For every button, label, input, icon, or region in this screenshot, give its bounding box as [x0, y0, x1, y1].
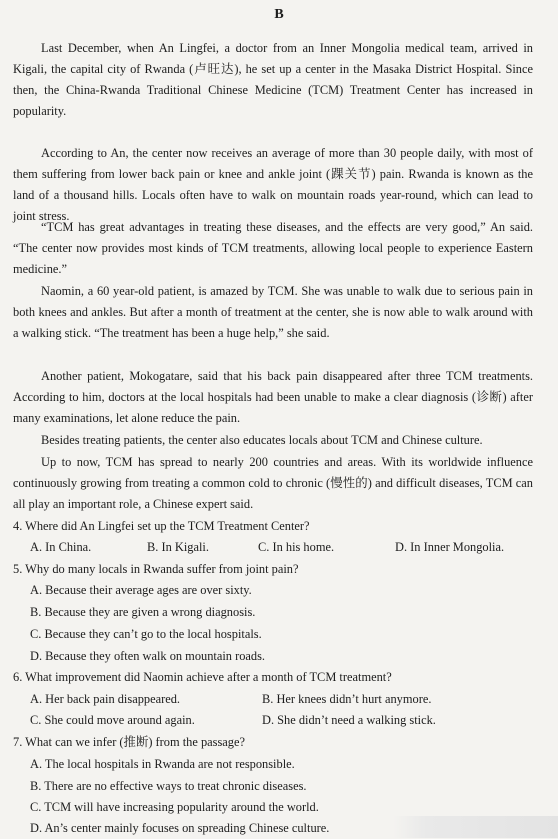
- passage-paragraph-3: “TCM has great advantages in treating these diseases, and the effects are very good,” An said. “The center now provides most kinds of TCM treatments, allowing local people to experience Eastern medicine.”: [13, 220, 533, 276]
- passage-paragraph-4: Naomin, a 60 year-old patient, is amazed by TCM. She was unable to walk due to serious pain in both knees and ankles. But after a month of treatment at the center, she is now able to walk around with a walking stick. “The treatment has been a huge help,” she said.: [13, 284, 533, 340]
- question-6-option-c[interactable]: C. She could move around again.: [30, 713, 195, 727]
- passage-paragraph-1: Last December, when An Lingfei, a doctor from an Inner Mongolia medical team, arrived in Kigali, the capital city of Rwanda (卢旺达), he set up a center in the Masaka District Hospital. Since then, the China-Rwanda Traditional Chinese Medicine (TCM) Treatment Center has increased in popularity.: [13, 41, 533, 118]
- section-label: B: [274, 7, 284, 22]
- question-7-option-b[interactable]: B. There are no effective ways to treat chronic diseases.: [30, 779, 307, 793]
- question-4-option-d[interactable]: D. In Inner Mongolia.: [395, 540, 505, 554]
- question-4-option-b[interactable]: B. In Kigali.: [147, 540, 209, 554]
- question-6-option-b[interactable]: B. Her knees didn’t hurt anymore.: [262, 692, 432, 706]
- passage-paragraph-7: Up to now, TCM has spread to nearly 200 countries and areas. With its worldwide influence continuously growing from treating a common cold to chronic (慢性的) and difficult diseases, TCM can all play an important role, a Chinese expert said.: [13, 455, 533, 511]
- passage-paragraph-2: According to An, the center now receives an average of more than 30 people daily, with most of them suffering from lower back pain or knee and ankle joint (踝关节) pain. Rwanda is known as the land of a thousand hills. Locals often have to walk on mountain roads year-round, which can lead to joint stress.: [13, 146, 533, 223]
- question-5-option-d[interactable]: D. Because they often walk on mountain roads.: [30, 649, 266, 663]
- question-4-option-c[interactable]: C. In his home.: [258, 540, 335, 554]
- question-4-option-a[interactable]: A. In China.: [30, 540, 92, 554]
- passage-paragraph-6: Besides treating patients, the center also educates locals about TCM and Chinese culture.: [41, 433, 483, 447]
- question-7-option-a[interactable]: A. The local hospitals in Rwanda are not responsible.: [30, 757, 295, 771]
- question-4-stem: 4. Where did An Lingfei set up the TCM Treatment Center?: [13, 519, 310, 533]
- blurred-corner: [393, 816, 558, 838]
- question-5-option-a[interactable]: A. Because their average ages are over sixty.: [30, 583, 252, 597]
- question-5-stem: 5. Why do many locals in Rwanda suffer from joint pain?: [13, 562, 299, 576]
- question-6-option-d[interactable]: D. She didn’t need a walking stick.: [262, 713, 436, 727]
- question-7-option-c[interactable]: C. TCM will have increasing popularity around the world.: [30, 800, 319, 814]
- question-5-option-b[interactable]: B. Because they are given a wrong diagnosis.: [30, 605, 256, 619]
- question-6-stem: 6. What improvement did Naomin achieve after a month of TCM treatment?: [13, 670, 392, 684]
- passage-paragraph-5: Another patient, Mokogatare, said that his back pain disappeared after three TCM treatments. According to him, doctors at the local hospitals had been unable to make a clear diagnosis (诊断) after many examinations, let alone reduce the pain.: [13, 369, 533, 425]
- question-5-option-c[interactable]: C. Because they can’t go to the local hospitals.: [30, 627, 262, 641]
- question-6-option-a[interactable]: A. Her back pain disappeared.: [30, 692, 181, 706]
- question-7-option-d[interactable]: D. An’s center mainly focuses on spreading Chinese culture.: [30, 821, 330, 835]
- question-7-stem: 7. What can we infer (推断) from the passage?: [13, 735, 246, 749]
